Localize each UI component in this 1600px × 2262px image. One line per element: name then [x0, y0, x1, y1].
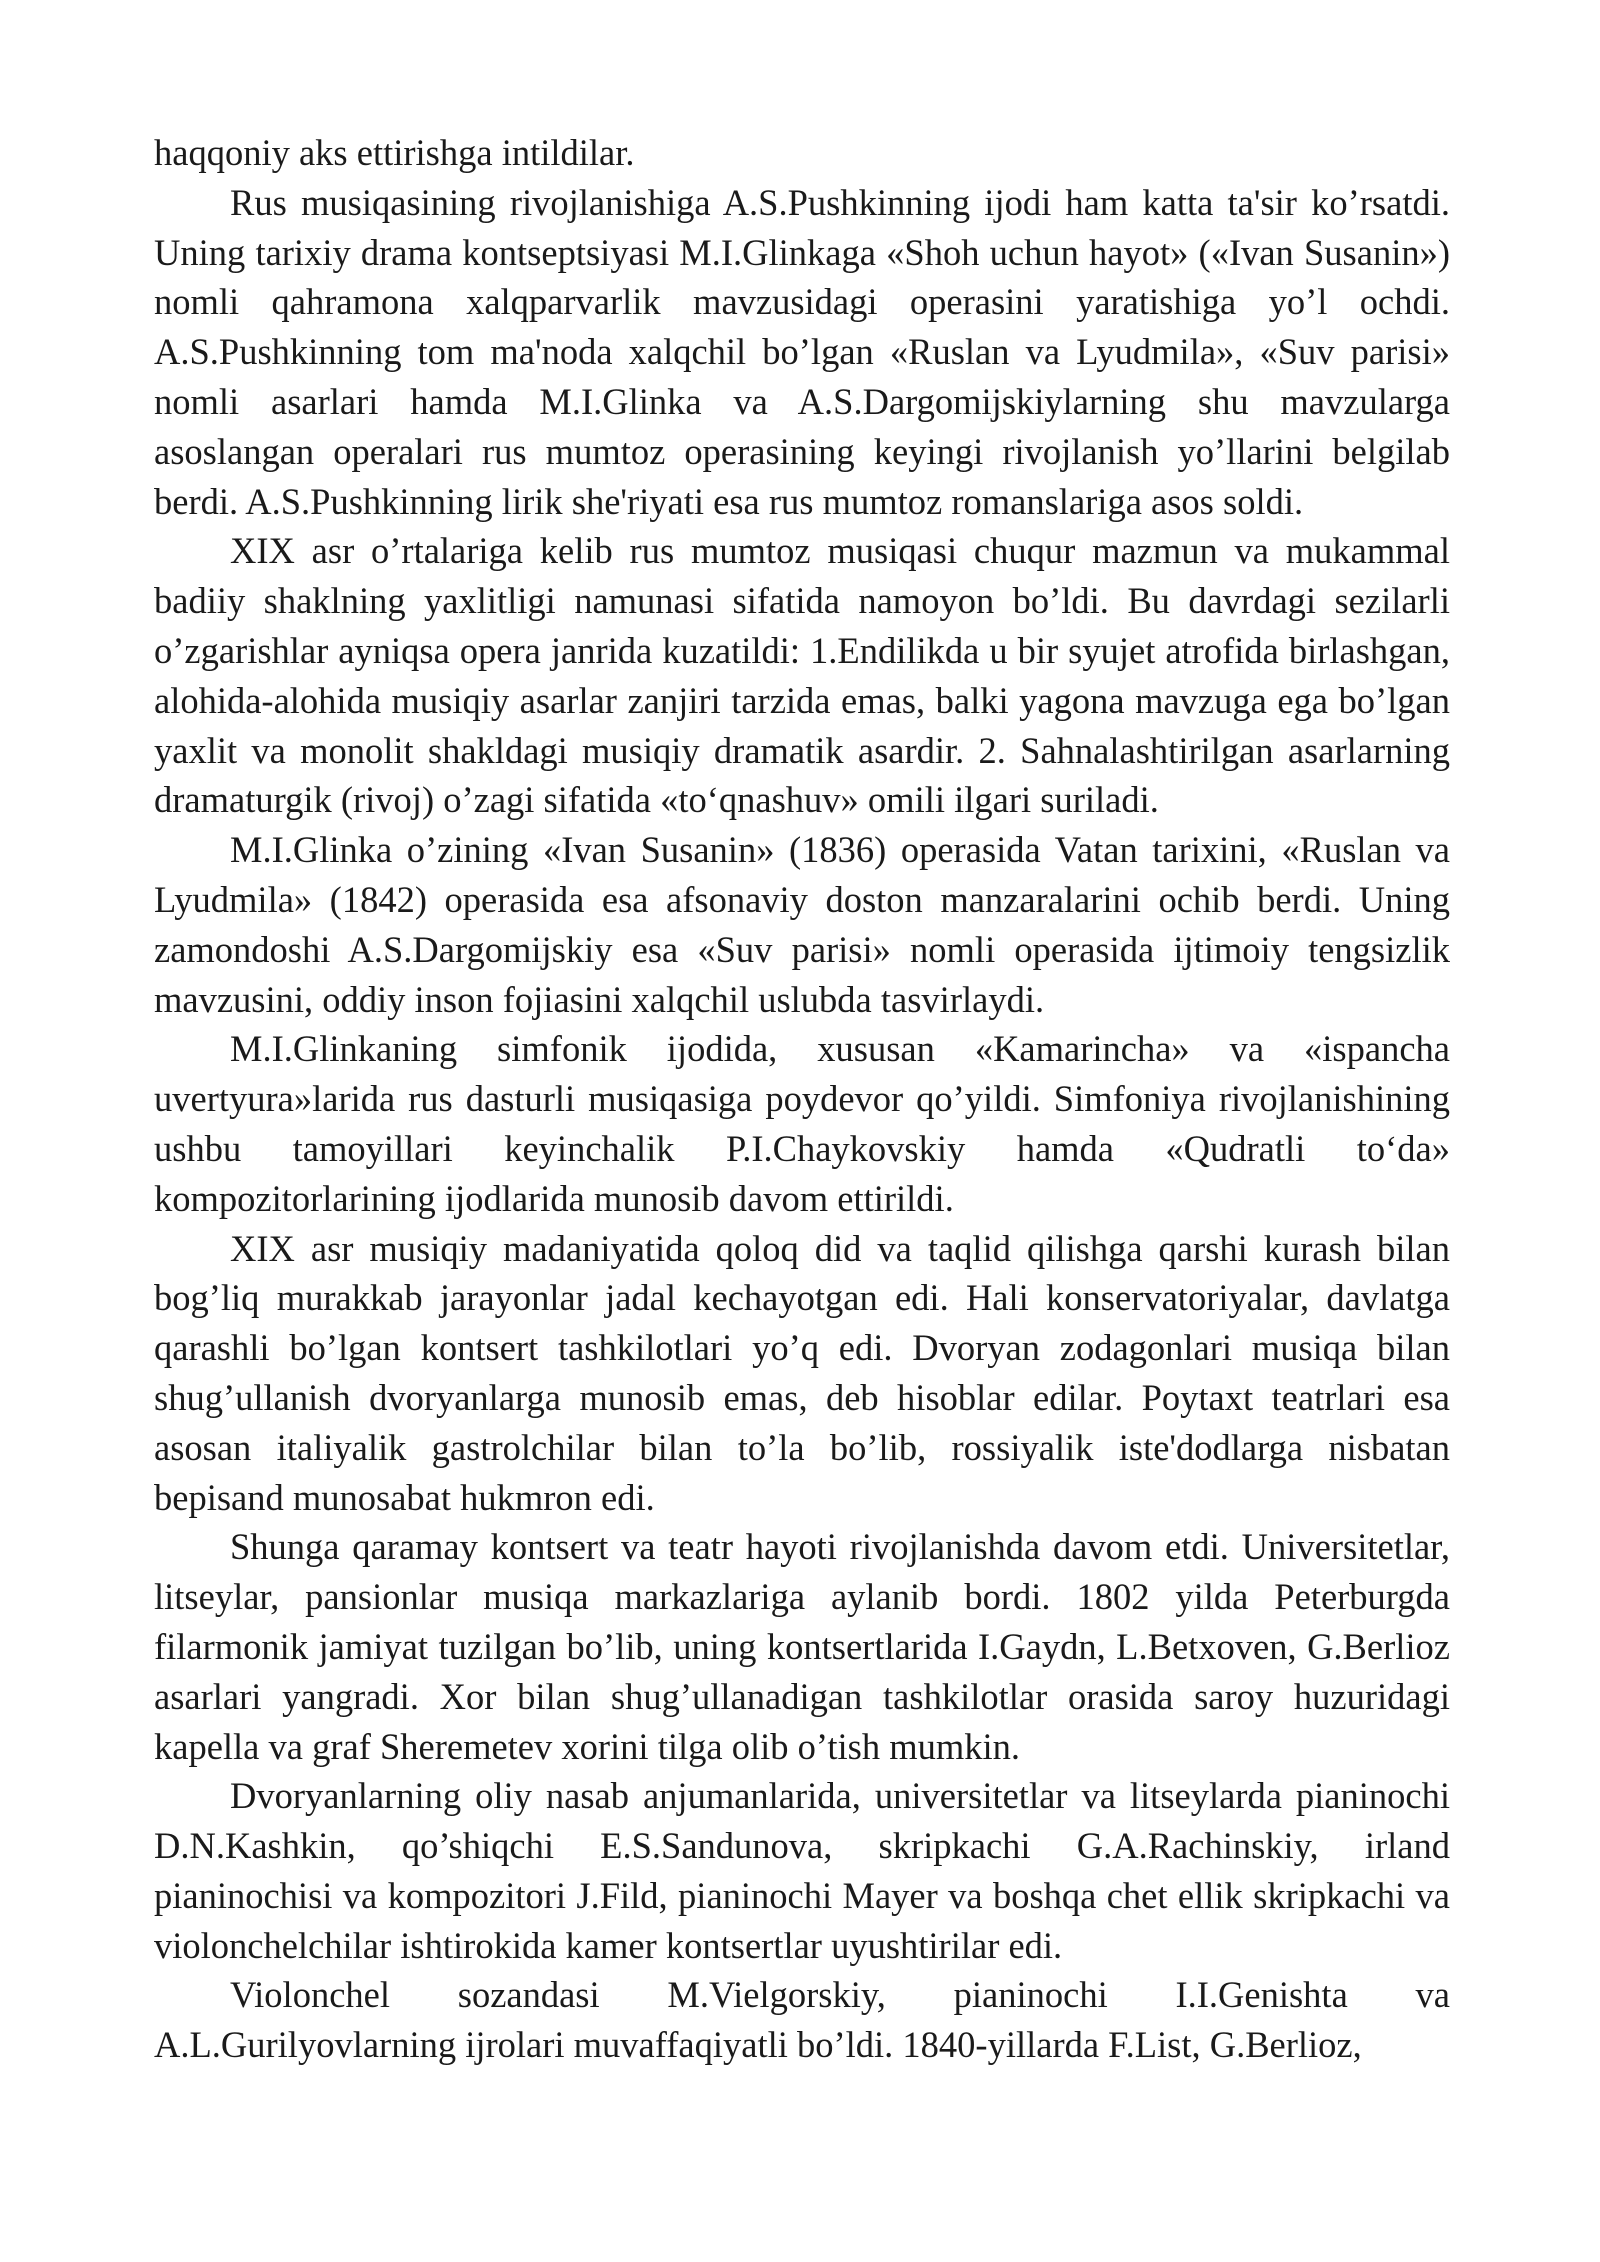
paragraph-glinka-symphonic: M.I.Glinkaning simfonik ijodida, xususan «Kamarincha» va «ispancha uvertyura»larida rus dasturli musiqasiga poydevor qo’yildi. Simfoniya rivojlanishining ushbu tamoyillari keyinchalik P.I.Chaykovskiy hamda «Qudratli to‘da» kompozitorlarining ijodlarida munosib davom ettirildi. [154, 1028, 1450, 1219]
document-page [154, 128, 1450, 2070]
paragraph-xix-culture: XIX asr musiqiy madaniyatida qoloq did va taqlid qilishga qarshi kurash bilan bog’liq murakkab jarayonlar jadal kechayotgan edi. Hali konservatoriyalar, davlatga qarashli bo’lgan kontsert tashkilotlari yo’q edi. Dvoryan zodagonlari musiqa bilan shug’ullanish dvoryanlarga munosib emas, deb hisoblar edilar. Poytaxt teatrlari esa asosan italiyalik gastrolchilar bilan to’la bo’lib, rossiyalik iste'dodlarga nisbatan bepisand munosabat hukmron edi. [154, 1227, 1450, 1518]
paragraph-pushkin-influence: Rus musiqasining rivojlanishiga A.S.Pushkinning ijodi ham katta ta'sir ko’rsatdi. Uning tarixiy drama kontseptsiyasi M.I.Glinkaga «Shoh uchun hayot» («Ivan Susanin») nomli qahramona xalqparvarlik mavzusidagi operasini yaratishiga yo’l ochdi. A.S.Pushkinning tom ma'noda xalqchil bo’lgan «Ruslan va Lyudmila», «Suv parisi» nomli asarlari hamda M.I.Glinka va A.S.Dargomijskiylarning shu mavzularga asoslangan operalari rus mumtoz operasining keyingi rivojlanish yo’llarini belgilab berdi. A.S.Pushkinning lirik she'riyati esa rus mumtoz romanslariga asos soldi. [154, 181, 1450, 522]
paragraph-mid-century-changes: XIX asr o’rtalariga kelib rus mumtoz musiqasi chuqur mazmun va mukammal badiiy shaklning yaxlitligi namunasi sifatida namoyon bo’ldi. Bu davrdagi sezilarli o’zgarishlar ayniqsa opera janrida kuzatildi: 1.Endilikda u bir syujet atrofida birlashgan, alohida-alohida musiqiy asarlar zanjiri tarzida emas, balki yagona mavzuga ega bo’lgan yaxlit va monolit shakldagi musiqiy dramatik asardir. 2. Sahnalashtirilgan asarlarning dramaturgik (rivoj) o’zagi sifatida «to‘qnashuv» omili ilgari suriladi. [154, 530, 1450, 821]
paragraph-concert-life: Shunga qaramay kontsert va teatr hayoti rivojlanishda davom etdi. Universitetlar, litseylar, pansionlar musiqa markazlariga aylanib bordi. 1802 yilda Peterburgda filarmonik jamiyat tuzilgan bo’lib, uning kontsertlarida I.Gaydn, L.Betxoven, G.Berlioz asarlari yangradi. Xor bilan shug’ullanadigan tashkilotlar orasida saroy huzuridagi kapella va graf Sheremetev xorini tilga olib o’tish mumkin. [154, 1526, 1450, 1767]
paragraph-glinka-operas: M.I.Glinka o’zining «Ivan Susanin» (1836) operasida Vatan tarixini, «Ruslan va Lyudmila» (1842) operasida esa afsonaviy doston manzaralarini ochib berdi. Uning zamondoshi A.S.Dargomijskiy esa «Suv parisi» nomli operasida ijtimoiy tengsizlik mavzusini, oddiy inson fojiasini xalqchil uslubda tasvirlaydi. [154, 829, 1450, 1020]
paragraph-chamber-concerts: Dvoryanlarning oliy nasab anjumanlarida, universitetlar va litseylarda pianinochi D.N.Kashkin, qo’shiqchi E.S.Sandunova, skripkachi G.A.Rachinskiy, irland pianinochisi va kompozitori J.Fild, pianinochi Mayer va boshqa chet ellik skripkachi va violonchelchilar ishtirokida kamer kontsertlar uyushtirilar edi. [154, 1775, 1450, 1966]
paragraph-performers: Violonchel sozandasi M.Vielgorskiy, pianinochi I.I.Genishta va A.L.Gurilyovlarning ijrolari muvaffaqiyatli bo’ldi. 1840-yillarda F.List, G.Berlioz, [154, 1974, 1450, 2066]
paragraph-continuation: haqqoniy aks ettirishga intildilar. [154, 132, 635, 173]
